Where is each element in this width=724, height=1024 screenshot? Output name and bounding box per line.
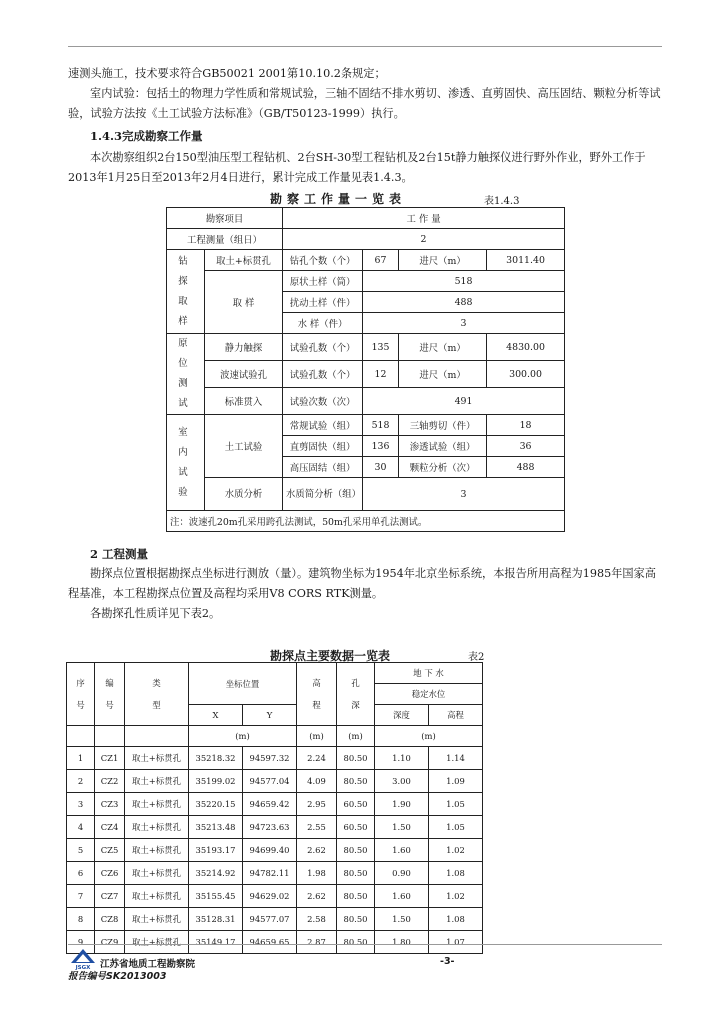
table-cell: 4: [67, 816, 95, 839]
header-rule: [68, 46, 662, 47]
table-cell: 1.60: [375, 839, 429, 862]
table-cell: 试验孔数（个）: [283, 334, 363, 361]
table-cell: 518: [363, 415, 399, 436]
table-cell: 2: [283, 229, 565, 250]
table-cell: 三轴剪切（件）: [399, 415, 487, 436]
table-cell: 491: [363, 388, 565, 415]
table-cell: 扰动土样（件）: [283, 292, 363, 313]
table-cell: CZ2: [95, 770, 125, 793]
table-row: [67, 931, 483, 954]
table-cell: 135: [363, 334, 399, 361]
table-cell: 35213.48: [189, 816, 243, 839]
table-row: [167, 361, 565, 388]
table-cell: 水质简分析（组）: [283, 478, 363, 511]
table-cell: 1.08: [429, 862, 483, 885]
table-cell: 钻孔个数（个）: [283, 250, 363, 271]
table-cell: [95, 726, 125, 747]
table-cell: 1.50: [375, 908, 429, 931]
table-cell: 18: [487, 415, 565, 436]
table-cell: CZ3: [95, 793, 125, 816]
table-cell: 30: [363, 457, 399, 478]
table-cell: 土工试验: [205, 415, 283, 478]
table-cell: 颗粒分析（次）: [399, 457, 487, 478]
table-cell: 高压固结（组）: [283, 457, 363, 478]
table-cell: CZ1: [95, 747, 125, 770]
table1-number: 表1.4.3: [484, 196, 520, 207]
table-cell: 2.87: [297, 931, 337, 954]
borehole-rows: [67, 747, 483, 954]
table-cell: 94577.07: [243, 908, 297, 931]
table-cell: 2.62: [297, 885, 337, 908]
table-cell: 94629.02: [243, 885, 297, 908]
paragraph-workload: 本次勘察组织2台150型油压型工程钻机、2台SH-30型工程钻机及2台15t静力触探仪进行野外作业，野外工作于2013年1月25日至2013年2月4日进行，累计完成工作量见表1.4.3。: [68, 151, 646, 184]
table-cell: CZ4: [95, 816, 125, 839]
report-number: 报告编号SK2013003: [68, 971, 167, 982]
table-cell: 取土+标贯孔: [205, 250, 283, 271]
table-cell: 1.07: [429, 931, 483, 954]
table-cell: 进尺（m）: [399, 250, 487, 271]
table-cell: 80.50: [337, 747, 375, 770]
table-row: [167, 511, 565, 532]
header-stable-level: 稳定水位: [375, 684, 483, 705]
table-cell: 300.00: [487, 361, 565, 388]
table-cell: 进尺（m）: [399, 361, 487, 388]
table-cell: 80.50: [337, 839, 375, 862]
table-cell: 80.50: [337, 908, 375, 931]
table2-title: 勘探点主要数据一览表: [270, 649, 391, 663]
table-cell: 取土+标贯孔: [125, 770, 189, 793]
table-cell: 取土+标贯孔: [125, 793, 189, 816]
table-row: [167, 250, 565, 271]
table-cell: 2: [67, 770, 95, 793]
table-cell: 1.02: [429, 885, 483, 908]
table-cell: 80.50: [337, 862, 375, 885]
table-cell: 60.50: [337, 816, 375, 839]
table-row: [167, 415, 565, 436]
table-cell: 3: [67, 793, 95, 816]
table-cell: 水质分析: [205, 478, 283, 511]
svg-text:JSGX: JSGX: [75, 965, 91, 970]
table-row: [67, 816, 483, 839]
table-cell: 渗透试验（组）: [399, 436, 487, 457]
section-heading-2: 2 工程测量: [90, 547, 149, 561]
table-cell: 1.14: [429, 747, 483, 770]
table-cell: 488: [487, 457, 565, 478]
paragraph-survey: 勘探点位置根据勘探点坐标进行测放（量）。建筑物坐标为1954年北京坐标系统，本报告所用高程为1985年国家高程基准，本工程勘探点位置及高程均采用V8 CORS RTK测量。: [68, 567, 656, 600]
table-note: 注：波速孔20m孔采用跨孔法测试，50m孔采用单孔法测试。: [167, 511, 565, 532]
header-coord: 坐标位置: [189, 663, 297, 705]
unit-cell: (m): [297, 726, 337, 747]
table-row: [67, 793, 483, 816]
table-cell: 3: [363, 478, 565, 511]
table2-number: 表2: [468, 652, 485, 663]
table-cell: 标准贯入: [205, 388, 283, 415]
header-gw-depth: 深度: [375, 705, 429, 726]
table-row: [167, 229, 565, 250]
table-cell: 1.80: [375, 931, 429, 954]
header-elev: 高 程: [297, 663, 337, 726]
table-row: [67, 885, 483, 908]
table-cell: 勘察项目: [167, 208, 283, 229]
table-row: [167, 208, 565, 229]
table-cell: 67: [363, 250, 399, 271]
table-cell: 1.98: [297, 862, 337, 885]
institute-logo-icon: [68, 948, 98, 970]
table-cell: 35214.92: [189, 862, 243, 885]
table-cell: 1.08: [429, 908, 483, 931]
table-cell: 35199.02: [189, 770, 243, 793]
header-groundwater: 地 下 水: [375, 663, 483, 684]
borehole-table: [66, 662, 483, 954]
table-cell: CZ5: [95, 839, 125, 862]
header-x: X: [189, 705, 243, 726]
table-cell: 80.50: [337, 885, 375, 908]
footer-rule: [68, 944, 662, 945]
table-cell: 94699.40: [243, 839, 297, 862]
table-cell: 1: [67, 747, 95, 770]
table-cell: 7: [67, 885, 95, 908]
table-cell: 取土+标贯孔: [125, 931, 189, 954]
table-cell: 波速试验孔: [205, 361, 283, 388]
table-cell: 3.00: [375, 770, 429, 793]
table-cell: 3011.40: [487, 250, 565, 271]
table-cell: 1.02: [429, 839, 483, 862]
table-cell: 94723.63: [243, 816, 297, 839]
table-row: [67, 770, 483, 793]
header-depth: 孔 深: [337, 663, 375, 726]
table-row: [167, 388, 565, 415]
table-cell: 94577.04: [243, 770, 297, 793]
group-label-lab: 室内试验: [167, 415, 205, 511]
table-cell: 3: [363, 313, 565, 334]
table-cell: 35193.17: [189, 839, 243, 862]
table-row: [167, 271, 565, 292]
table-cell: 水 样（件）: [283, 313, 363, 334]
table-cell: CZ9: [95, 931, 125, 954]
table-cell: 35218.32: [189, 747, 243, 770]
table-cell: CZ7: [95, 885, 125, 908]
paragraph-cpt-standard: 速测头施工，技术要求符合GB50021 2001第10.10.2条规定；: [68, 67, 386, 80]
table-cell: 常规试验（组）: [283, 415, 363, 436]
table-cell: 1.09: [429, 770, 483, 793]
table-cell: 8: [67, 908, 95, 931]
table-cell: 2.58: [297, 908, 337, 931]
table-row: [67, 862, 483, 885]
table-cell: 2.24: [297, 747, 337, 770]
table-cell: 94659.42: [243, 793, 297, 816]
table-cell: 60.50: [337, 793, 375, 816]
table-cell: 取土+标贯孔: [125, 816, 189, 839]
unit-cell: (m): [337, 726, 375, 747]
table-cell: CZ8: [95, 908, 125, 931]
table-cell: 12: [363, 361, 399, 388]
table-cell: 36: [487, 436, 565, 457]
table-cell: 1.50: [375, 816, 429, 839]
table-cell: 6: [67, 862, 95, 885]
table-cell: 4.09: [297, 770, 337, 793]
header-id: 编 号: [95, 663, 125, 726]
table-cell: 2.62: [297, 839, 337, 862]
table-cell: 488: [363, 292, 565, 313]
table-cell: 取土+标贯孔: [125, 885, 189, 908]
table-cell: 0.90: [375, 862, 429, 885]
table-cell: 2.55: [297, 816, 337, 839]
table-cell: 2.95: [297, 793, 337, 816]
header-gw-elev: 高程: [429, 705, 483, 726]
table-cell: 94782.11: [243, 862, 297, 885]
table-cell: 直剪固快（组）: [283, 436, 363, 457]
table-row: [67, 663, 483, 684]
table-cell: CZ6: [95, 862, 125, 885]
header-y: Y: [243, 705, 297, 726]
table-cell: 35149.17: [189, 931, 243, 954]
table-cell: 136: [363, 436, 399, 457]
unit-cell: (m): [189, 726, 297, 747]
workload-table: [166, 207, 565, 532]
table-cell: 静力触探: [205, 334, 283, 361]
table-row: [67, 747, 483, 770]
table-cell: 94659.65: [243, 931, 297, 954]
table-cell: 80.50: [337, 770, 375, 793]
unit-cell: (m): [375, 726, 483, 747]
section-heading-1-4-3: 1.4.3完成勘察工作量: [90, 129, 203, 143]
table-cell: 工程测量（组日）: [167, 229, 283, 250]
table-cell: 35220.15: [189, 793, 243, 816]
table-cell: 35155.45: [189, 885, 243, 908]
table-row: [67, 726, 483, 747]
table-row: [167, 478, 565, 511]
table-cell: 1.60: [375, 885, 429, 908]
table-cell: 试验孔数（个）: [283, 361, 363, 388]
table-cell: 35128.31: [189, 908, 243, 931]
table-cell: 取土+标贯孔: [125, 747, 189, 770]
group-label-insitu: 原位测试: [167, 334, 205, 415]
table-row: [167, 334, 565, 361]
table-cell: 4830.00: [487, 334, 565, 361]
table-cell: [125, 726, 189, 747]
table-row: [67, 908, 483, 931]
table-row: [67, 839, 483, 862]
header-seq: 序 号: [67, 663, 95, 726]
table-cell: 1.10: [375, 747, 429, 770]
table-cell: 取土+标贯孔: [125, 839, 189, 862]
table-cell: 80.50: [337, 931, 375, 954]
table-cell: 94597.32: [243, 747, 297, 770]
table-cell: 试验次数（次）: [283, 388, 363, 415]
page-number: -3-: [440, 956, 455, 967]
table-cell: 取土+标贯孔: [125, 908, 189, 931]
table-cell: 518: [363, 271, 565, 292]
table-cell: [67, 726, 95, 747]
table-cell: 5: [67, 839, 95, 862]
paragraph-table-ref: 各勘探孔性质详见下表2。: [90, 607, 221, 620]
header-type: 类 型: [125, 663, 189, 726]
table-cell: 1.05: [429, 793, 483, 816]
group-label-drilling: 钻探取样: [167, 250, 205, 334]
table-cell: 原状土样（筒）: [283, 271, 363, 292]
table1-title: 勘察工作量一览表: [270, 192, 407, 206]
paragraph-lab-tests: 室内试验：包括土的物理力学性质和常规试验，三轴不固结不排水剪切、渗透、直剪固快、高压固结、颗粒分析等试验，试验方法按《土工试验方法标准》（GB/T50123-1999）执行。: [68, 87, 661, 120]
table-cell: 取 样: [205, 271, 283, 334]
table-cell: 工 作 量: [283, 208, 565, 229]
table-cell: 1.90: [375, 793, 429, 816]
table-cell: 进尺（m）: [399, 334, 487, 361]
table-cell: 9: [67, 931, 95, 954]
table-cell: 取土+标贯孔: [125, 862, 189, 885]
footer-organization: 江苏省地质工程勘察院: [100, 959, 196, 970]
table-cell: 1.05: [429, 816, 483, 839]
